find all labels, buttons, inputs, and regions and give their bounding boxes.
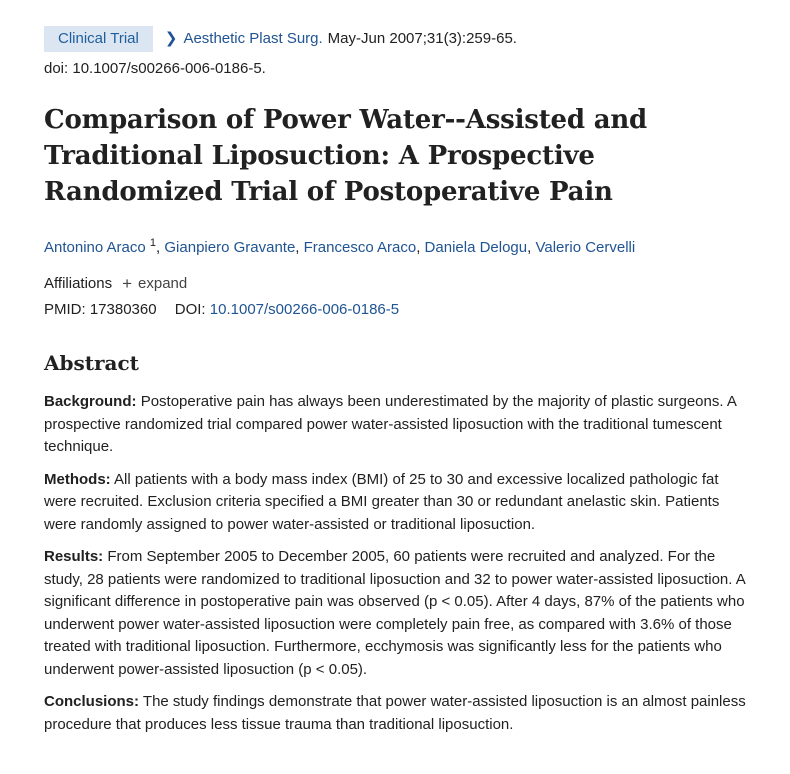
section-label: Background: <box>44 393 137 410</box>
expand-label: expand <box>138 275 188 292</box>
section-text: All patients with a body mass index (BMI) of 25 to 30 and excessive localized pathologic fat were recruited. Exclusion criteria specified a BMI greater than 30 or redundant anelastic skin. Patients were randomly assigned to power water-assisted or traditional liposuction. <box>44 470 720 533</box>
identifiers-row <box>44 299 750 321</box>
plus-icon: + <box>122 274 133 293</box>
section-text: From September 2005 to December 2005, 60 patients were recruited and analyzed. For the study, 28 patients were randomized to traditional liposuction and 32 to power water-assisted liposuction. A significant difference in postoperative pain was observed (p < 0.05). After 4 days, 87% of the patients who underwent power water-assisted liposuction were completely pain free, as compared with 3.6% of those treated with traditional liposuction. Furthermore, ecchymosis was significantly less for the patients who underwent power-assisted liposuction (p < 0.05). <box>44 548 745 678</box>
pmid-value: 17380360 <box>89 301 157 318</box>
abstract-section-results <box>44 546 750 681</box>
author-link[interactable]: Valerio Cervelli <box>535 239 636 256</box>
pmid-label: PMID: <box>44 301 86 318</box>
article-title: Comparison of Power Water--Assisted and Traditional Liposuction: A Prospective Randomized Trial of Postoperative Pain <box>44 105 648 207</box>
author-link[interactable]: Antonino Araco <box>44 239 146 256</box>
section-label: Methods: <box>44 470 111 488</box>
chevron-right-icon[interactable]: ❯ <box>164 30 178 47</box>
citation-details: May-Jun 2007;31(3):259-65. <box>327 30 517 47</box>
abstract-section-conclusions <box>44 691 750 736</box>
doi-label: DOI: <box>174 301 206 318</box>
section-text: The study findings demonstrate that power water-assisted liposuction is an almost painless procedure that produces less tissue trauma than traditional liposuction. <box>44 693 746 733</box>
author-list: Antonino Araco $^1$, Gianpiero Gravante, Francesco Araco, Daniela Delogu, Valerio Cervelli <box>44 237 636 256</box>
journal-link[interactable]: Aesthetic Plast Surg. <box>183 30 323 47</box>
author-link[interactable]: Gianpiero Gravante <box>164 239 296 256</box>
author-link[interactable]: Francesco Araco <box>303 239 417 256</box>
citation-line <box>44 26 750 52</box>
affiliations-expand-button[interactable] <box>122 273 187 295</box>
abstract-body <box>44 391 750 736</box>
section-label: Conclusions: <box>44 693 140 710</box>
abstract-section-methods <box>44 469 750 537</box>
affiliation-superscript[interactable]: 1 <box>149 237 157 249</box>
section-text: Postoperative pain has always been underestimated by the majority of plastic surgeons. A prospective randomized trial compared power water-assisted liposuction with the traditional tumescent technique. <box>44 393 737 455</box>
author-link[interactable]: Daniela Delogu <box>424 239 528 256</box>
affiliations-row <box>44 273 750 295</box>
section-label: Results: <box>44 548 104 565</box>
abstract-heading: Abstract <box>44 351 139 375</box>
abstract-section-background <box>44 391 750 459</box>
publication-type-badge[interactable]: Clinical Trial <box>44 26 153 52</box>
doi-link[interactable]: 10.1007/s00266-006-0186-5 <box>209 301 400 318</box>
affiliations-label: Affiliations <box>44 275 113 292</box>
doi-line: doi: 10.1007/s00266-006-0186-5. <box>44 60 266 77</box>
